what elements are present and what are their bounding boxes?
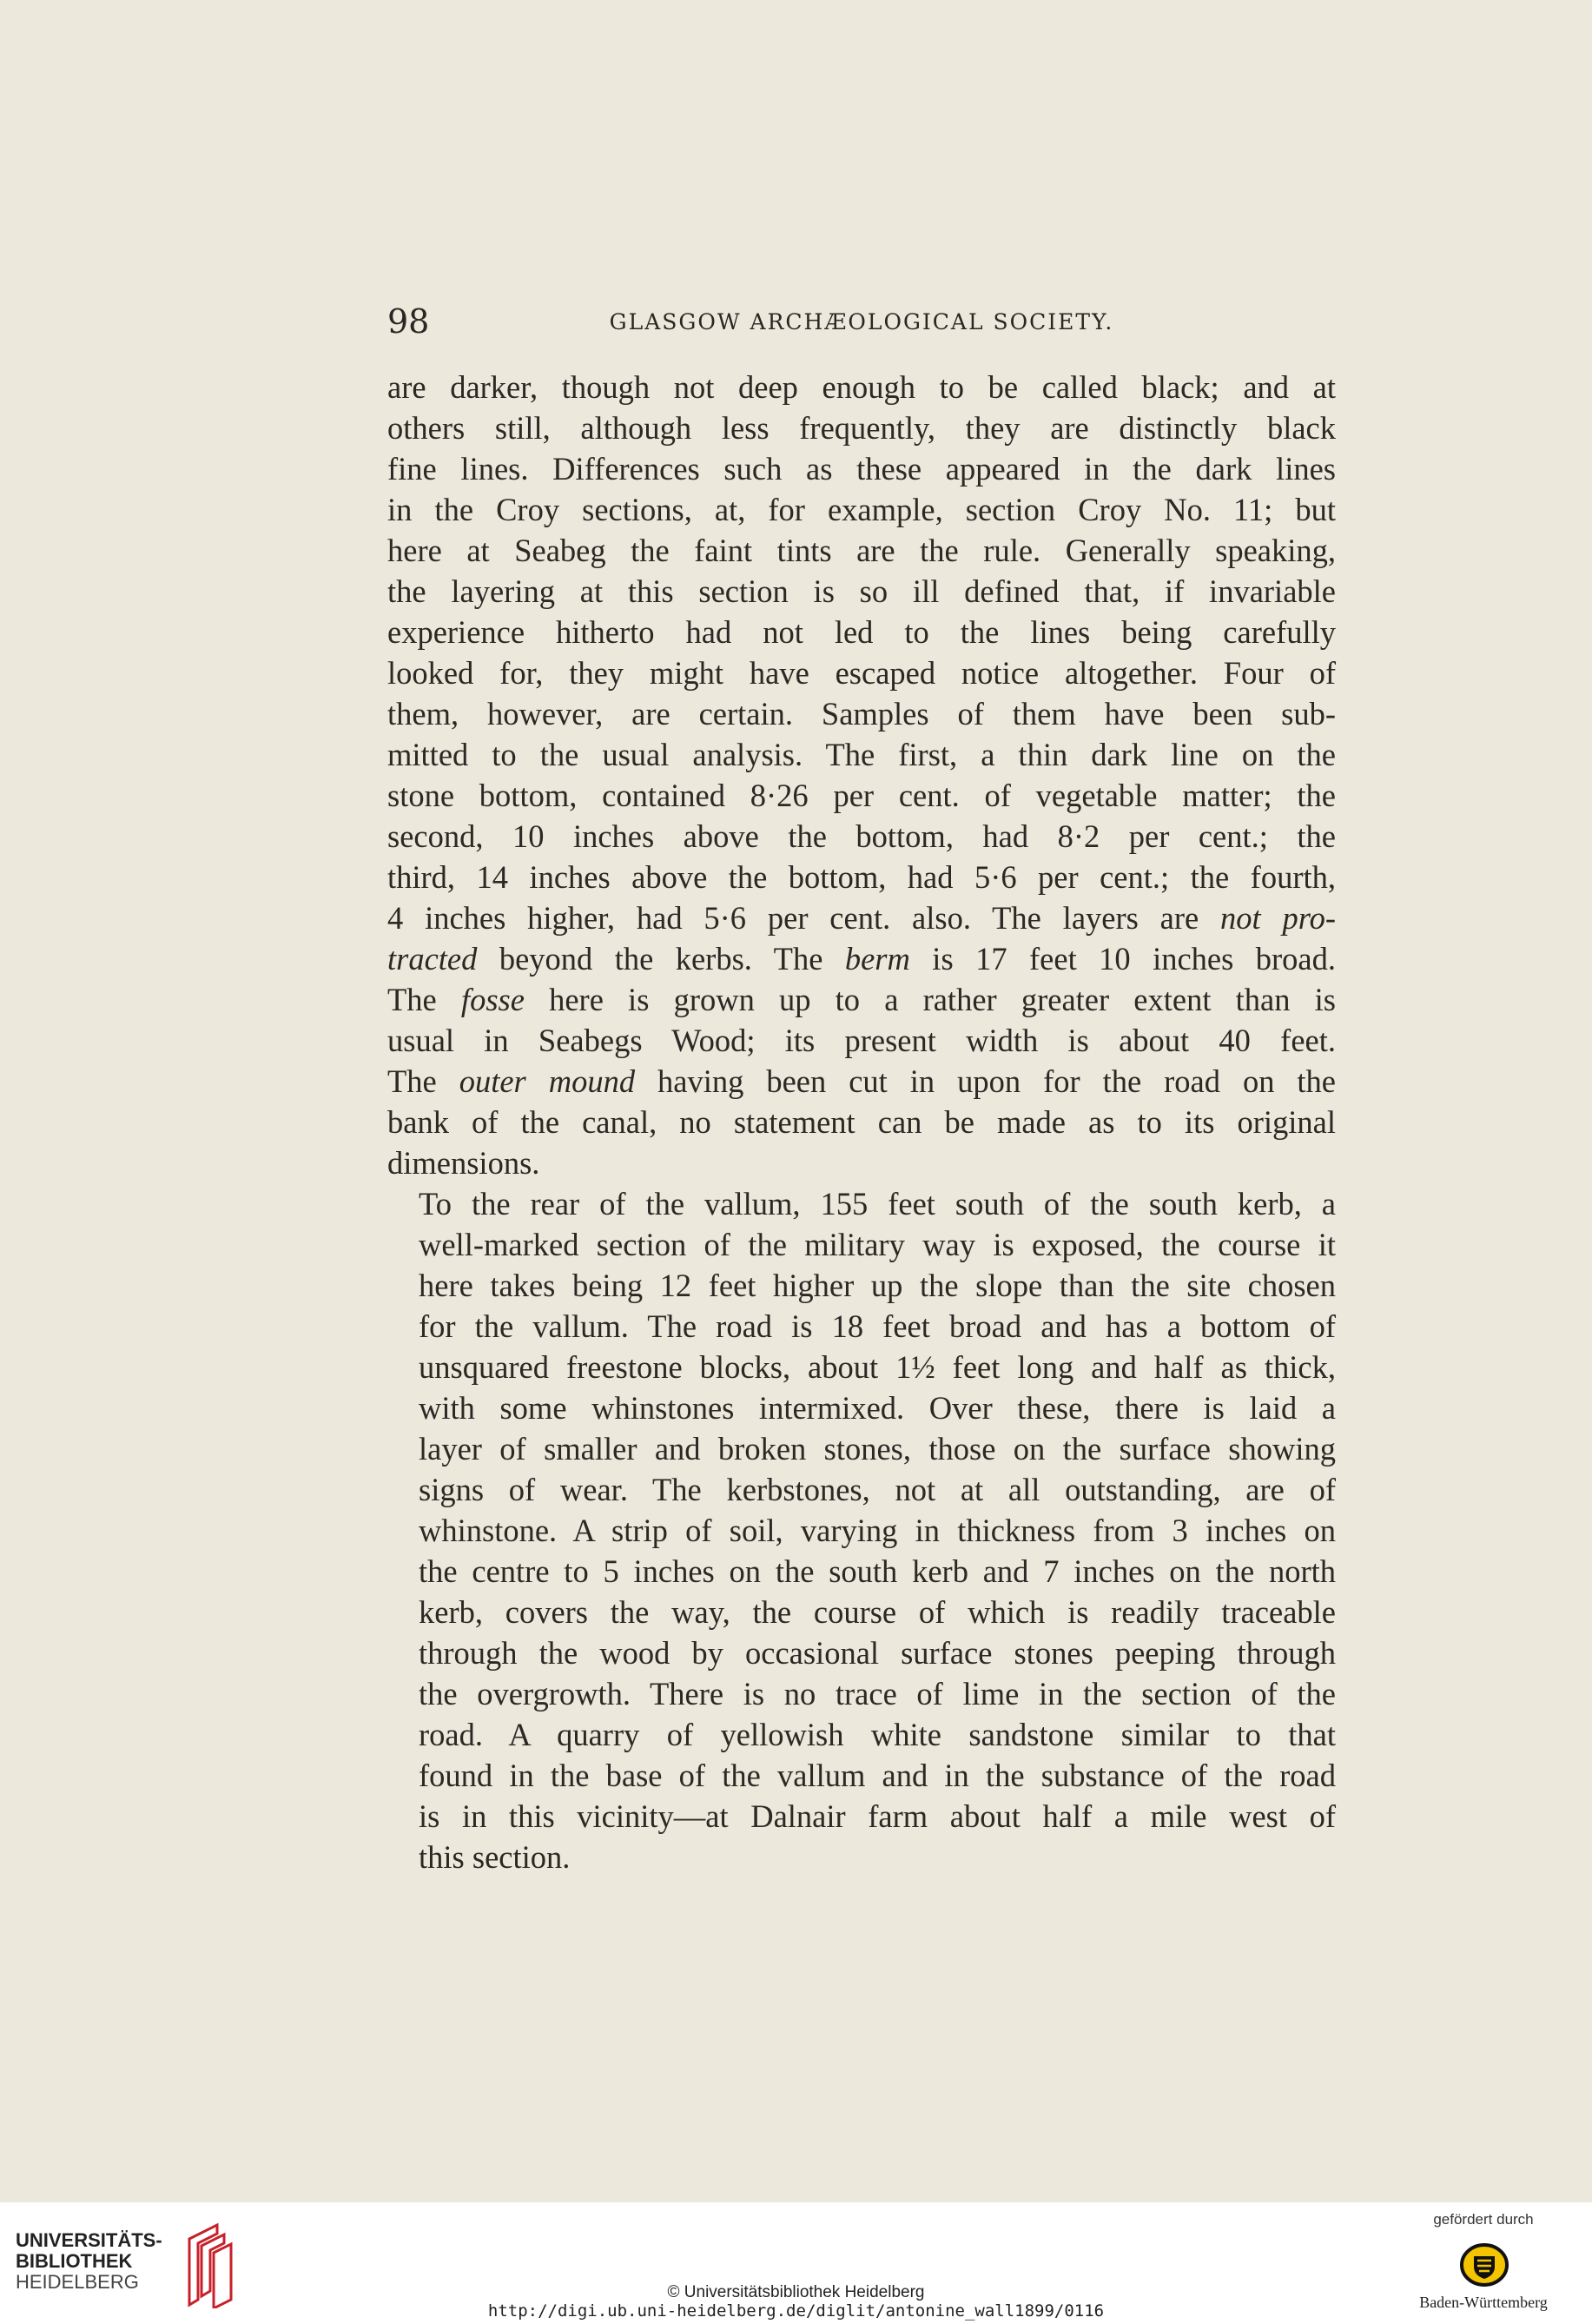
text-line: experience hitherto had not led to the lines being carefully [387,614,1336,650]
text-line: with some whinstones intermixed. Over these, there is laid a [419,1390,1336,1426]
paragraph-1 [387,367,1336,1183]
italic-term: outer mound [459,1063,636,1099]
text-line: is in this vicinity—at Dalnair farm about half a mile west of [419,1798,1336,1834]
permalink-url[interactable]: http://digi.ub.uni-heidelberg.de/diglit/antonine_wall1899/0116 [487,2301,1105,2321]
text-line: signs of wear. The kerbstones, not at all outstanding, are of [419,1472,1336,1507]
library-name-line: BIBLIOTHEK [16,2250,133,2272]
running-head: GLASGOW ARCHÆOLOGICAL SOCIETY. [609,309,1114,334]
sponsor-label: gefördert durch [1433,2211,1534,2228]
text-line [387,979,1336,1020]
text-run: The [387,1063,459,1099]
text-line: this section. [419,1839,571,1875]
text-line: third, 14 inches above the bottom, had 5·6 per cent.; the fourth, [387,859,1336,895]
library-name-line: HEIDELBERG [16,2271,139,2293]
text-line: for the vallum. The road is 18 feet broad and has a bottom of [419,1308,1336,1344]
text-run: The [387,982,461,1017]
text-line: usual in Seabegs Wood; its present width is about 40 feet. [387,1023,1336,1058]
text-line [387,1061,1336,1102]
body-text [387,367,1336,1877]
text-line [387,938,1336,979]
text-line: mitted to the usual analysis. The first, a thin dark line on the [387,737,1336,772]
page-number: 98 [387,302,430,341]
text-line: looked for, they might have escaped notice altogether. Four of [387,655,1336,691]
text-line [387,897,1336,938]
text-line: road. A quarry of yellowish white sandstone similar to that [419,1717,1336,1752]
text-line: stone bottom, contained 8·26 per cent. of vegetable matter; the [387,778,1336,813]
italic-term: berm [844,941,910,977]
text-line: unsquared freestone blocks, about 1½ feet long and half as thick, [419,1349,1336,1385]
text-line: second, 10 inches above the bottom, had 8·2 per cent.; the [387,818,1336,854]
library-name-line: UNIVERSITÄTS- [16,2229,162,2251]
italic-term: not pro- [1220,900,1336,936]
text-line: through the wood by occasional surface stones peeping through [419,1635,1336,1671]
page-header [387,302,1336,346]
text-line: To the rear of the vallum, 155 feet south of the south kerb, a [419,1186,1336,1222]
sponsor-block[interactable] [1401,2211,1566,2320]
text-line: layer of smaller and broken stones, those on the surface showing [419,1431,1336,1467]
text-run: here is grown up to a rather greater extent than is [524,982,1337,1017]
text-run: beyond the kerbs. The [477,941,845,977]
text-line: whinstone. A strip of soil, varying in thickness from 3 inches on [419,1513,1336,1548]
italic-term: fosse [460,982,525,1017]
text-line: dimensions. [387,1145,540,1181]
text-run: is 17 feet 10 inches broad. [909,941,1336,977]
text-line: are darker, though not deep enough to be called black; and at [387,369,1336,405]
text-line: here takes being 12 feet higher up the slope than the site chosen [419,1268,1336,1303]
state-seal-icon [1460,2242,1509,2288]
text-line: the overgrowth. There is no trace of lime in the section of the [419,1676,1336,1712]
text-line: bank of the canal, no statement can be made as to its original [387,1104,1336,1140]
copyright-text: © Universitätsbibliothek Heidelberg [667,2283,925,2301]
text-line: them, however, are certain. Samples of them have been sub- [387,696,1336,732]
text-run: 4 inches higher, had 5·6 per cent. also. The layers are [387,900,1221,936]
text-line: fine lines. Differences such as these appeared in the dark lines [387,451,1336,487]
text-line: well-marked section of the military way is exposed, the course it [419,1227,1336,1262]
text-line: the layering at this section is so ill defined that, if invariable [387,573,1336,609]
sponsor-name: Baden-Württemberg [1419,2294,1548,2311]
text-line: found in the base of the vallum and in the substance of the road [419,1758,1336,1793]
text-run: having been cut in upon for the road on the [635,1063,1337,1099]
italic-term: tracted [387,941,478,977]
text-line: in the Croy sections, at, for example, section Croy No. 11; but [387,492,1336,527]
text-line: others still, although less frequently, they are distinctly black [387,410,1336,446]
text-line: here at Seabeg the faint tints are the rule. Generally speaking, [387,533,1336,568]
paragraph-2 [387,1183,1336,1877]
viewer-footer [0,2202,1592,2324]
text-line: the centre to 5 inches on the south kerb and 7 inches on the north [419,1553,1336,1589]
text-line: kerb, covers the way, the course of which is readily traceable [419,1594,1336,1630]
